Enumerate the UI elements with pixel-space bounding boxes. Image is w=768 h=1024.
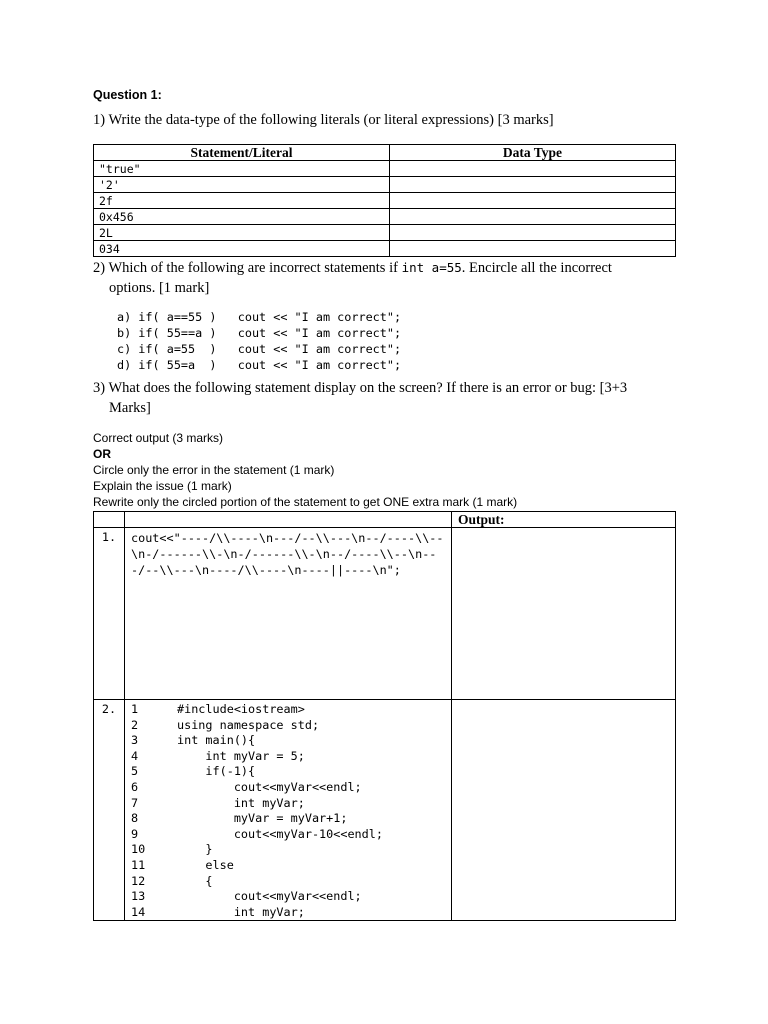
option-c[interactable]: c) if( a=55 ) cout << "I am correct";: [117, 342, 402, 356]
line-code: }: [177, 842, 213, 857]
line-number: 2: [131, 717, 139, 732]
header-data-type: Data Type: [390, 145, 676, 161]
table-row: [94, 528, 676, 700]
instruction-circle: Circle only the error in the statement (1 mark): [93, 463, 335, 477]
q3-line2: Marks]: [109, 400, 151, 416]
table-row: [94, 177, 676, 193]
instruction-explain: Explain the issue (1 mark): [93, 479, 232, 493]
line-code: else: [177, 857, 234, 872]
code-line: [131, 858, 451, 874]
q2-inline-code: int a=55: [401, 260, 462, 275]
code-line: [131, 905, 451, 921]
code-line: [131, 764, 451, 780]
table-row: [94, 241, 676, 257]
line-code: if(-1){: [177, 764, 256, 779]
line-code: int myVar;: [177, 795, 305, 810]
num-header-cell: [94, 512, 125, 528]
line-code: int main(){: [177, 733, 256, 748]
line-code: cout<<myVar-10<<endl;: [177, 826, 383, 841]
table-header-row: [94, 512, 676, 528]
data-type-answer-cell[interactable]: [390, 193, 676, 209]
code-line: [131, 796, 451, 812]
option-a[interactable]: a) if( a==55 ) cout << "I am correct";: [117, 310, 402, 324]
line-code: cout<<myVar<<endl;: [177, 779, 362, 794]
literal-cell: 034: [94, 241, 390, 257]
literal-cell: 2L: [94, 225, 390, 241]
line-code: using namespace std;: [177, 717, 320, 732]
output-answer-cell[interactable]: [452, 528, 676, 700]
line-number: 6: [131, 779, 139, 794]
code-program-2: [125, 700, 452, 921]
code-line: [131, 780, 451, 796]
line-number: 8: [131, 811, 139, 826]
code-line: [131, 702, 451, 718]
line-number: 11: [131, 857, 146, 872]
code-line: [131, 811, 451, 827]
line-code: {: [177, 873, 213, 888]
instruction-rewrite: Rewrite only the circled portion of the statement to get ONE extra mark (1 mark): [93, 495, 518, 509]
code-line: [131, 827, 451, 843]
q2-options: [117, 309, 401, 373]
line-number: 13: [131, 889, 146, 904]
option-b[interactable]: b) if( 55==a ) cout << "I am correct";: [117, 326, 402, 340]
line-number: 10: [131, 842, 146, 857]
q3-line1: 3) What does the following statement display on the screen? If there is an error or bug: [3+3: [93, 380, 628, 396]
q1-literal-table: [93, 144, 676, 257]
item-number: 1.: [94, 528, 125, 700]
code-statement-1: cout<<"----/\\----\n---/--\\---\n--/----\\--\n-/------\\-\n-/------\\-\n--/----\\--\n---/--\\---\n----/\\----\n----||----\n";: [125, 528, 452, 700]
table-row: [94, 161, 676, 177]
table-row: [94, 193, 676, 209]
line-number: 12: [131, 873, 146, 888]
line-code: #include<iostream>: [177, 702, 305, 716]
or-label: OR: [93, 447, 111, 461]
line-number: 3: [131, 733, 139, 748]
code-line: [131, 749, 451, 765]
table-row: [94, 209, 676, 225]
line-number: 5: [131, 764, 139, 779]
instruction-or: [93, 446, 111, 462]
table-header-row: [94, 145, 676, 161]
line-number: 14: [131, 904, 146, 919]
header-statement-literal: Statement/Literal: [94, 145, 390, 161]
data-type-answer-cell[interactable]: [390, 241, 676, 257]
line-number: 7: [131, 795, 139, 810]
output-header: Output:: [452, 512, 676, 528]
line-code: int myVar = 5;: [177, 748, 305, 763]
data-type-answer-cell[interactable]: [390, 225, 676, 241]
line-code: cout<<myVar<<endl;: [177, 889, 362, 904]
q2-text-after: . Encircle all the incorrect: [461, 260, 612, 276]
line-number: 1: [131, 702, 139, 716]
q3-prompt: [93, 378, 675, 418]
instruction-correct-output: Correct output (3 marks): [93, 431, 224, 445]
table-row: [94, 700, 676, 921]
line-number: 9: [131, 826, 139, 841]
line-number: 4: [131, 748, 139, 763]
code-header-cell: [125, 512, 452, 528]
literal-cell: 0x456: [94, 209, 390, 225]
data-type-answer-cell[interactable]: [390, 209, 676, 225]
data-type-answer-cell[interactable]: [390, 161, 676, 177]
line-code: myVar = myVar+1;: [177, 811, 348, 826]
code-line: [131, 874, 451, 890]
item-number: 2.: [94, 700, 125, 921]
option-d[interactable]: d) if( 55=a ) cout << "I am correct";: [117, 358, 402, 372]
q2-text-line2: options. [1 mark]: [109, 280, 210, 296]
line-code: int myVar;: [177, 904, 305, 919]
literal-cell: '2': [94, 177, 390, 193]
q3-code-table: [93, 511, 676, 921]
q1-prompt: 1) Write the data-type of the following literals (or literal expressions) [3 marks]: [93, 112, 554, 128]
code-line: [131, 733, 451, 749]
code-line: [131, 718, 451, 734]
q2-prompt: [93, 258, 675, 298]
output-answer-cell[interactable]: [452, 700, 676, 921]
code-line: [131, 842, 451, 858]
data-type-answer-cell[interactable]: [390, 177, 676, 193]
literal-cell: 2f: [94, 193, 390, 209]
literal-cell: "true": [94, 161, 390, 177]
code-line: [131, 889, 451, 905]
q2-text-before: 2) Which of the following are incorrect statements if: [93, 260, 402, 276]
question-title: Question 1:: [93, 88, 162, 102]
table-row: [94, 225, 676, 241]
